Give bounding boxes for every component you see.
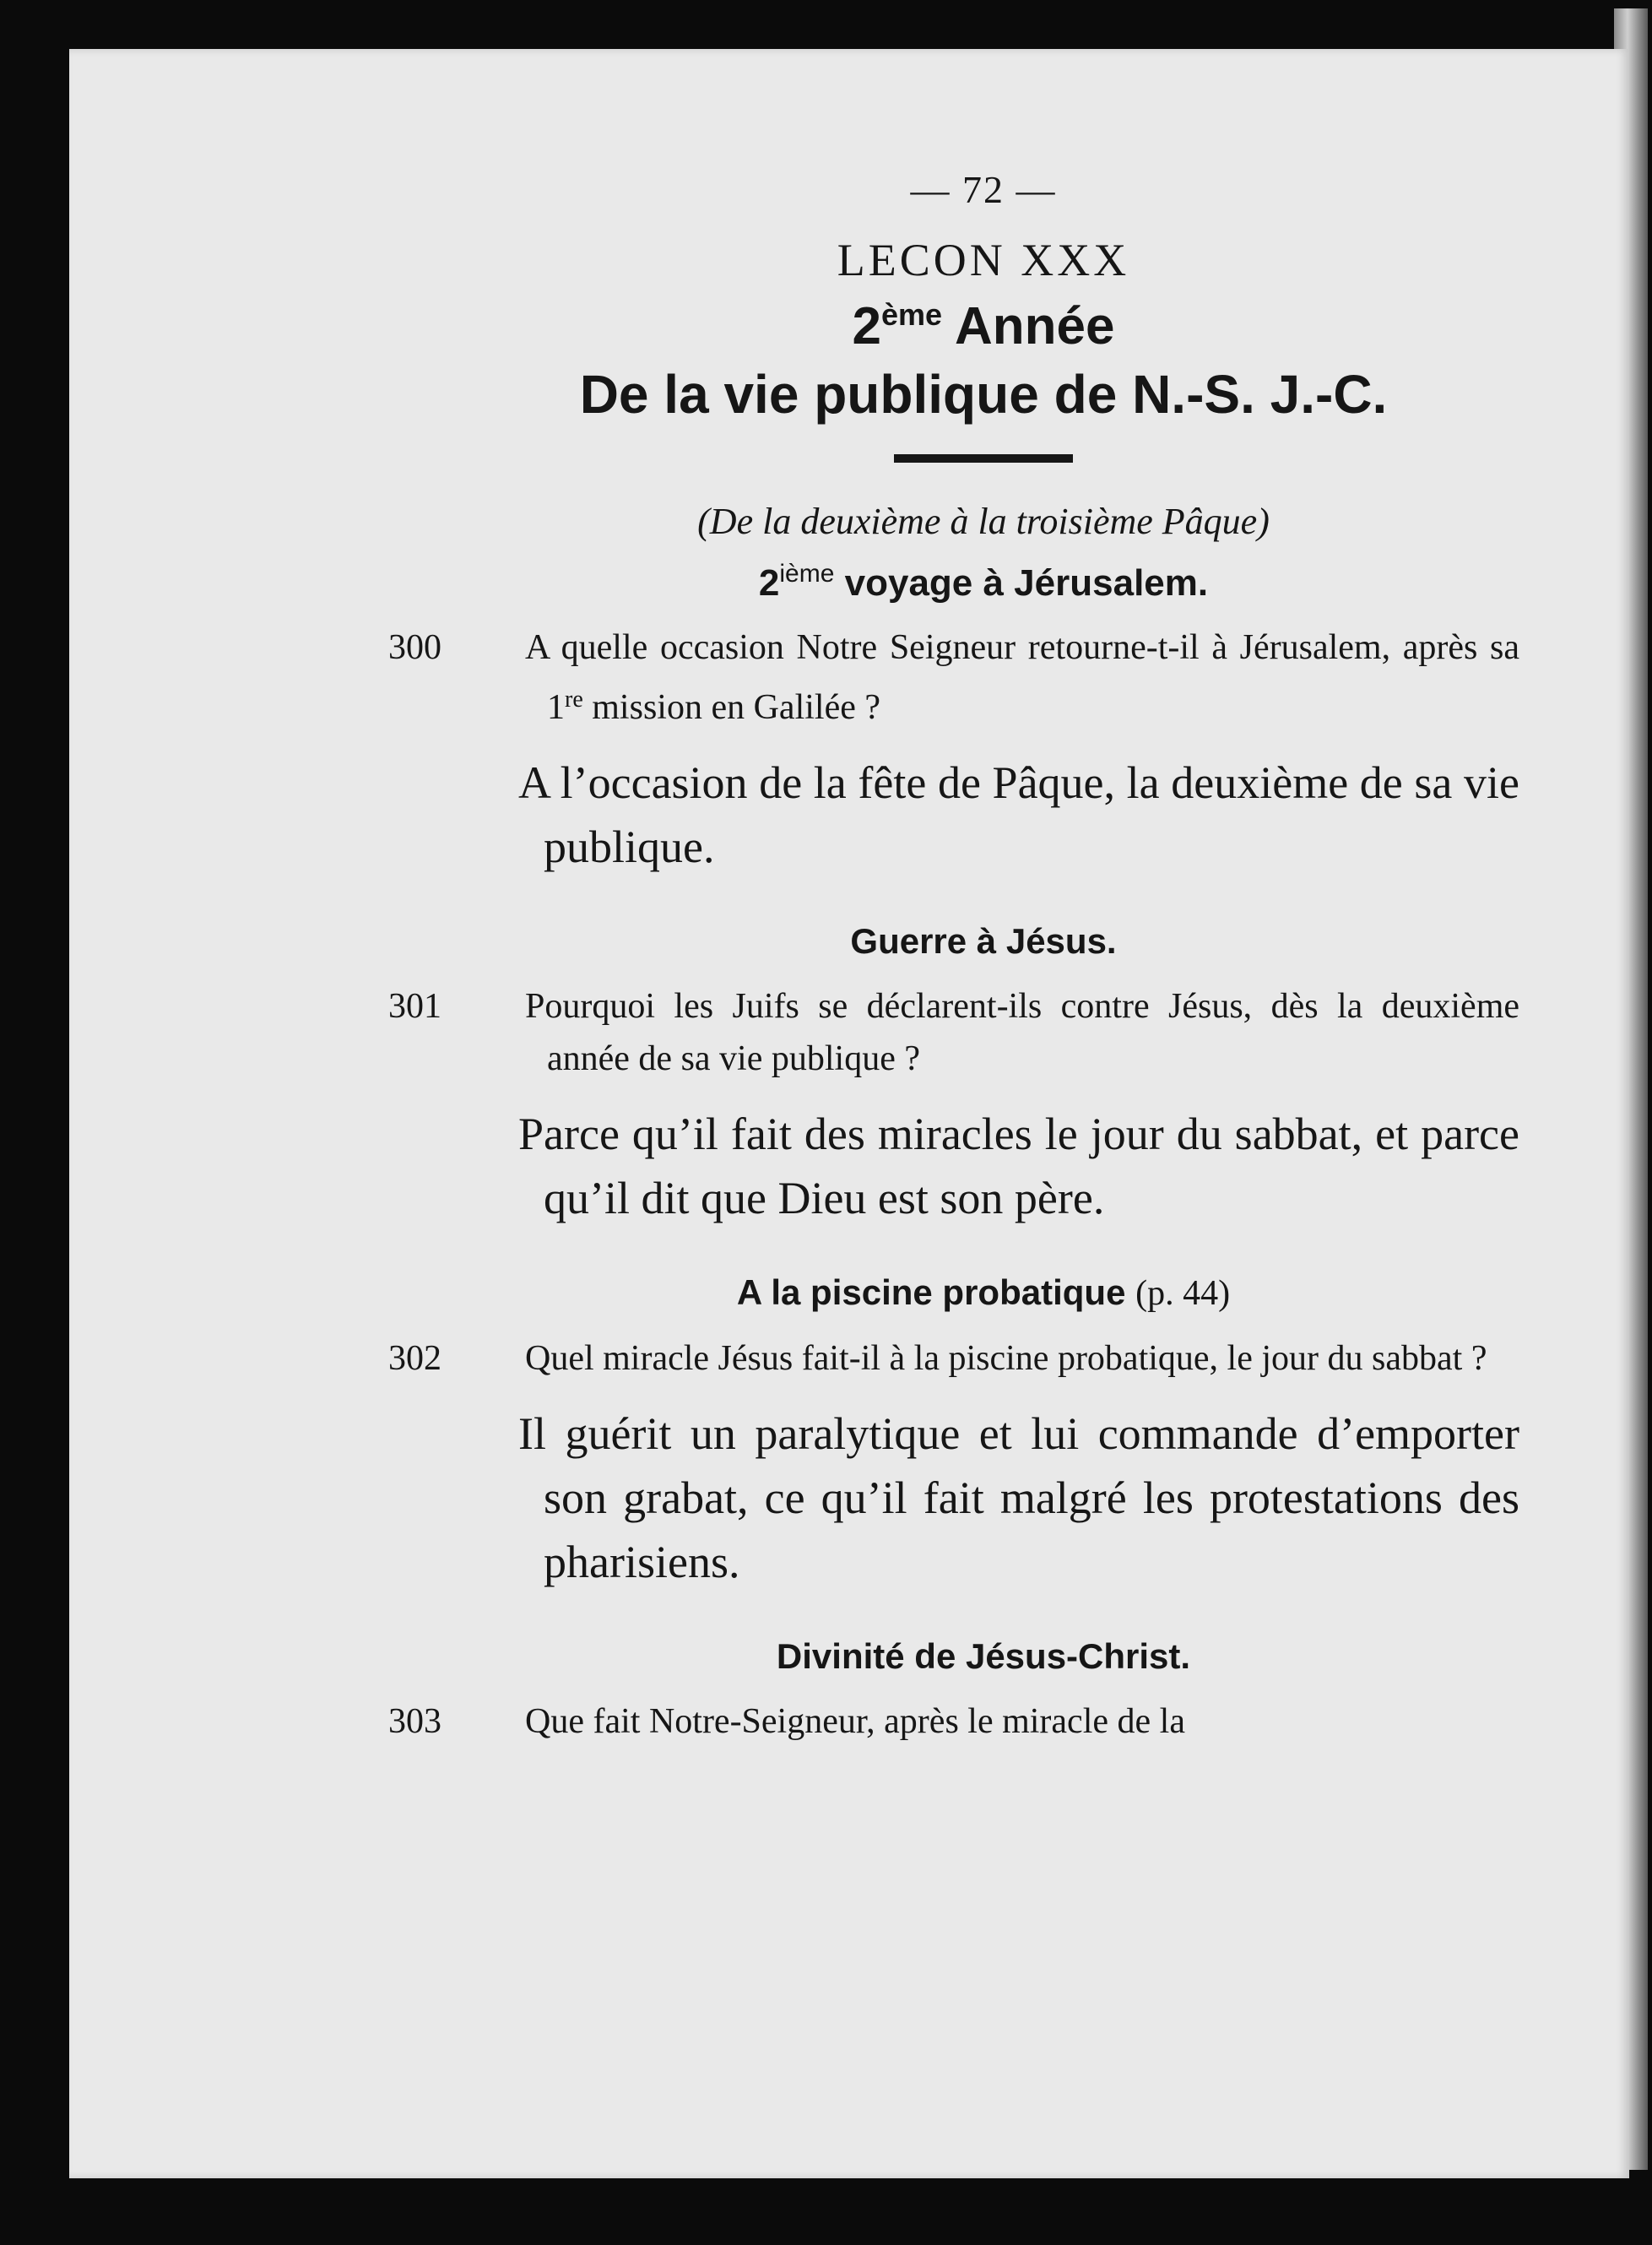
question-superscript: re [565, 686, 583, 713]
lesson-title: LECON XXX [837, 235, 1130, 285]
heading-text: voyage à Jérusalem. [844, 562, 1209, 604]
qa-302 [388, 1332, 1519, 1594]
year-superscript: ème [881, 297, 943, 332]
question-302 [388, 1332, 1519, 1385]
answer-301: Parce qu’il fait des miracles le jour du sabbat, et parce qu’il dit que Dieu est son père. [518, 1109, 1519, 1223]
qa-300 [388, 621, 1519, 879]
page-reference: (p. 44) [1135, 1274, 1231, 1313]
question-number: 302 [388, 1339, 441, 1378]
year-title [447, 296, 1519, 356]
heading-number: 2 [758, 562, 780, 604]
section-heading-piscine [447, 1272, 1519, 1314]
question-text: Pourquoi les Juifs se déclarent-ils contre Jésus, dès la deuxième année de sa vie publique ? [525, 987, 1519, 1078]
section-heading-guerre: Guerre à Jésus. [850, 921, 1117, 961]
question-301 [388, 980, 1519, 1085]
main-title: De la vie publique de N.-S. J.-C. [579, 364, 1388, 425]
year-word: Année [955, 297, 1115, 355]
question-number: 301 [388, 987, 441, 1026]
section-heading-divinite: Divinité de Jésus-Christ. [776, 1636, 1191, 1676]
qa-303 [388, 1695, 1519, 1748]
answer-302: Il guérit un paralytique et lui commande d’emporter son grabat, ce qu’il fait malgré les protestations des pharisiens. [518, 1408, 1519, 1587]
question-number: 303 [388, 1702, 441, 1741]
page-content [388, 167, 1519, 1748]
subtitle: (De la deuxième à la troisième Pâque) [697, 501, 1270, 542]
title-rule [894, 454, 1073, 463]
question-text: A quelle occasion Notre Seigneur retourne-t-il à Jérusalem, après sa 1 [525, 628, 1519, 727]
page-number: — 72 — [910, 168, 1057, 211]
answer-300: A l’occasion de la fête de Pâque, la deuxième de sa vie publique. [518, 757, 1519, 872]
heading-text: A la piscine probatique [736, 1272, 1126, 1312]
year-number: 2 [852, 297, 881, 355]
question-303 [388, 1695, 1519, 1748]
heading-superscript: ième [779, 560, 835, 588]
question-text: Que fait Notre-Seigneur, après le miracle de la [525, 1702, 1185, 1741]
question-300 [388, 621, 1519, 734]
question-number: 300 [388, 628, 441, 667]
qa-301 [388, 980, 1519, 1230]
question-text-end: mission en Galilée ? [582, 688, 881, 727]
question-text: Quel miracle Jésus fait-il à la piscine probatique, le jour du sabbat ? [525, 1339, 1487, 1378]
section-heading-voyage [447, 560, 1519, 605]
